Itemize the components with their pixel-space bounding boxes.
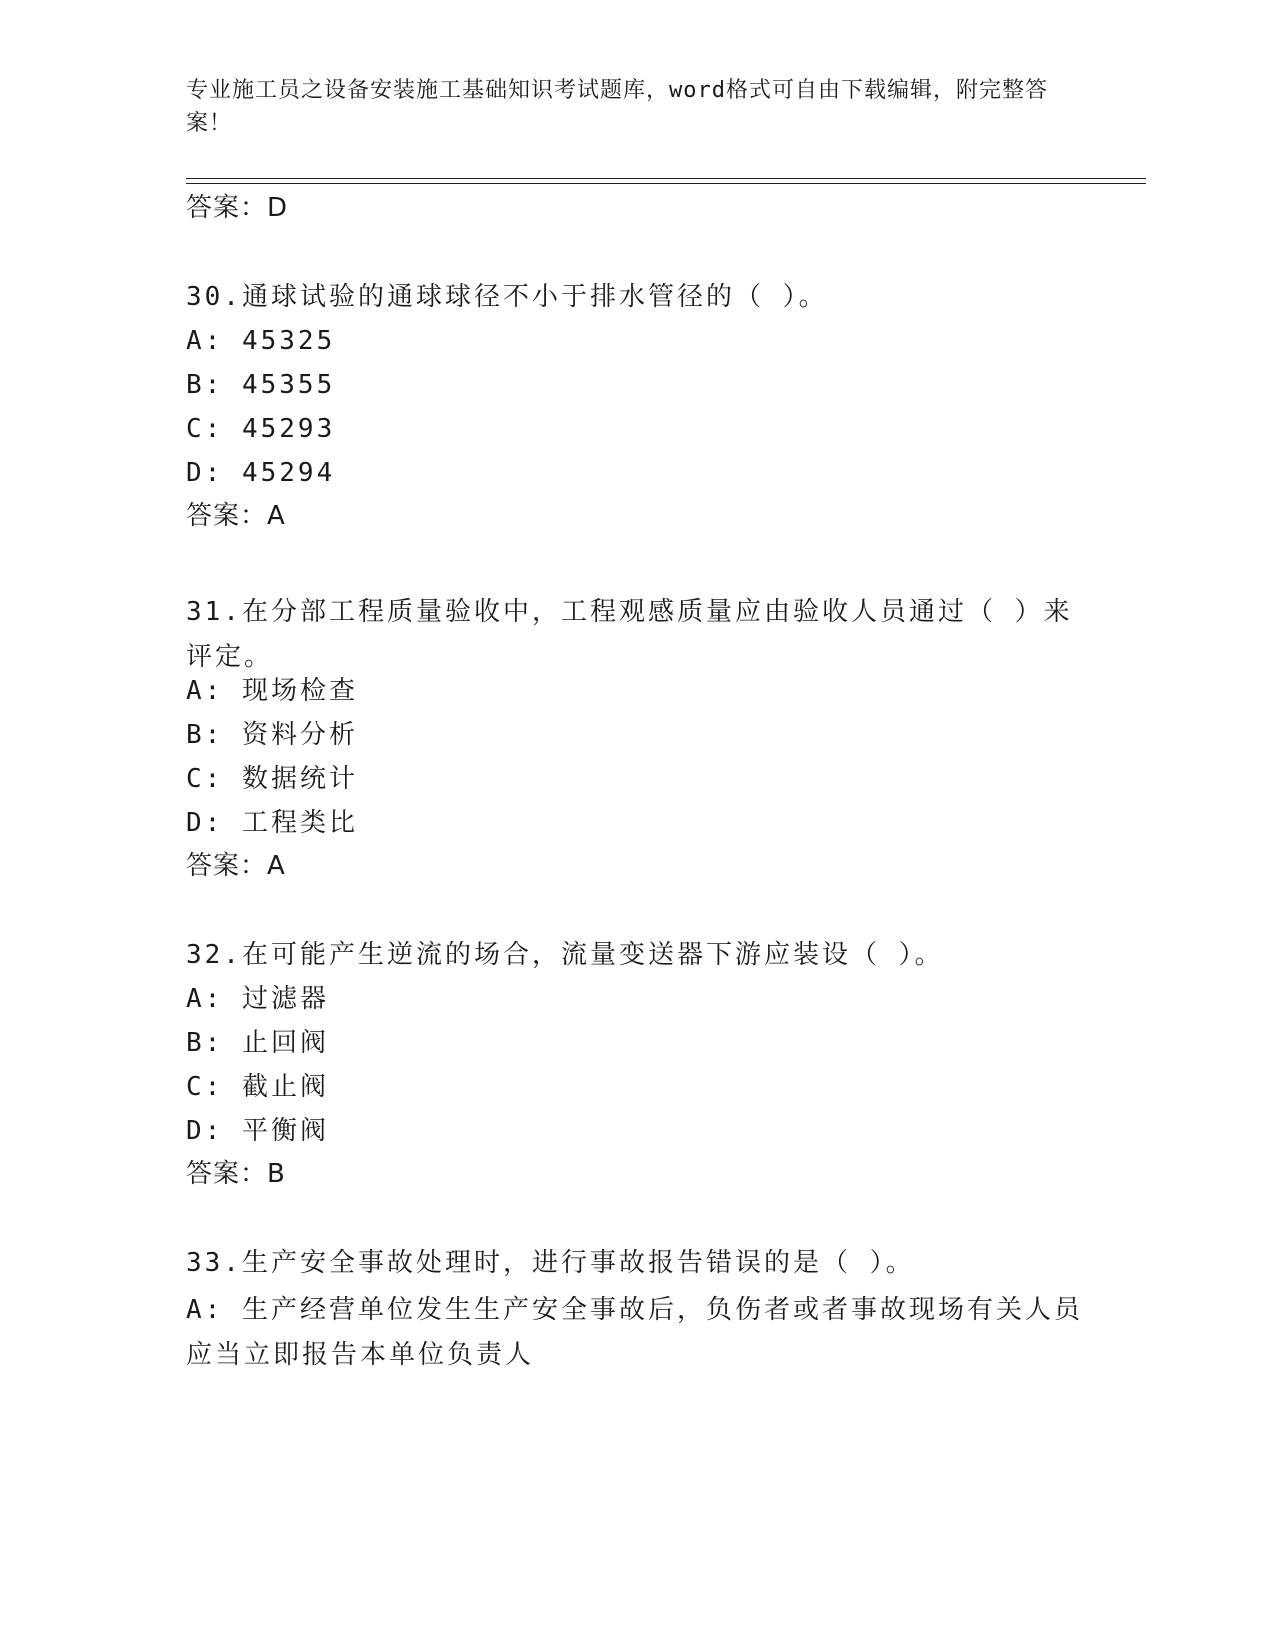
question-32-stem: 32.在可能产生逆流的场合，流量变送器下游应装设（ ）。 bbox=[186, 940, 944, 970]
question-32-answer: 答案：B bbox=[186, 1159, 286, 1189]
question-33-option-a: A: 生产经营单位发生生产安全事故后，负伤者或者事故现场有关人员应当立即报告本单位负责人 bbox=[186, 1295, 1083, 1370]
question-33-stem: 33.生产安全事故处理时，进行事故报告错误的是（ ）。 bbox=[186, 1248, 915, 1278]
question-31-option-b: B: 资料分析 bbox=[186, 720, 358, 750]
question-31-option-c: C: 数据统计 bbox=[186, 764, 358, 794]
question-30-option-a: A: 45325 bbox=[186, 326, 336, 356]
answer-prev: 答案：D bbox=[186, 193, 289, 223]
question-30-stem: 30.通球试验的通球球径不小于排水管径的（ ）。 bbox=[186, 282, 828, 312]
question-32-option-b: B: 止回阀 bbox=[186, 1028, 329, 1058]
question-30-option-b: B: 45355 bbox=[186, 370, 336, 400]
question-32-option-d: D: 平衡阀 bbox=[186, 1116, 329, 1146]
question-31-answer: 答案：A bbox=[186, 851, 286, 881]
question-30-option-d: D: 45294 bbox=[186, 458, 336, 488]
question-30-answer: 答案：A bbox=[186, 501, 286, 531]
question-31-stem: 31.在分部工程质量验收中，工程观感质量应由验收人员通过（ ）来评定。 bbox=[186, 597, 1073, 672]
question-32-option-a: A: 过滤器 bbox=[186, 984, 329, 1014]
question-31-option-d: D: 工程类比 bbox=[186, 808, 358, 838]
header-divider-bottom bbox=[186, 183, 1146, 184]
header-divider-top bbox=[186, 178, 1146, 179]
document-header: 专业施工员之设备安装施工基础知识考试题库，word格式可自由下载编辑，附完整答案！ bbox=[186, 78, 1048, 136]
question-32-option-c: C: 截止阀 bbox=[186, 1072, 329, 1102]
question-30-option-c: C: 45293 bbox=[186, 414, 336, 444]
question-31-option-a: A: 现场检查 bbox=[186, 676, 358, 706]
